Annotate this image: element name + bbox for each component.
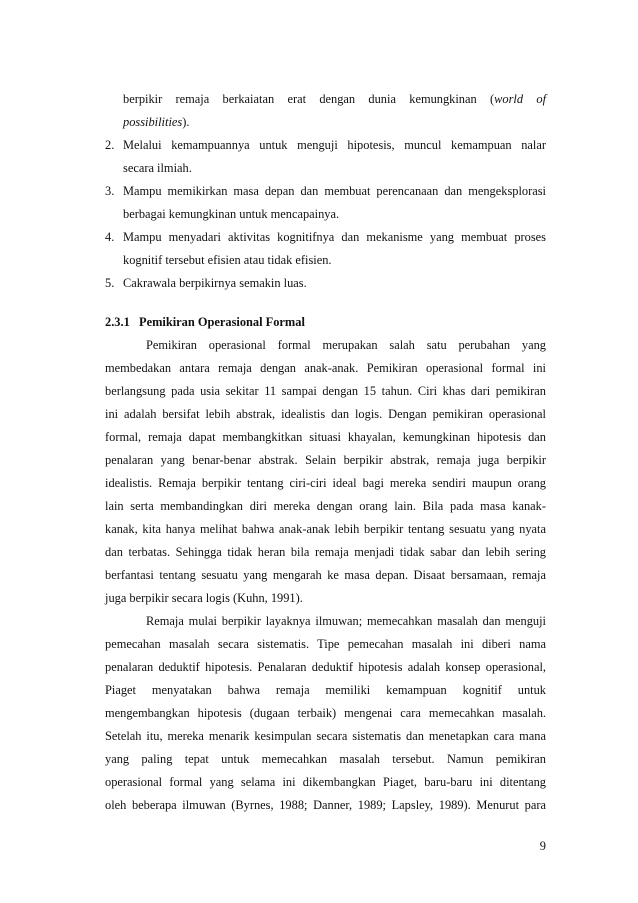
paragraph-1-line: membedakan antara remaja dengan anak-anak. Pemikiran operasional formal ini	[105, 361, 546, 375]
paragraph-1-line: penalaran yang benar-benar abstrak. Selain berpikir abstrak, remaja juga berpikir	[105, 453, 546, 467]
paragraph-1-line: idealistis. Remaja berpikir tentang ciri-ciri ideal bagi mereka sendiri maupun orang	[105, 476, 546, 490]
paragraph-1-line: berlangsung pada usia sekitar 11 sampai dengan 15 tahun. Ciri khas dari pemikiran	[105, 384, 546, 398]
paragraph-2-line: Setelah itu, mereka menarik kesimpulan secara sistematis dan menetapkan cara mana	[105, 729, 546, 743]
list-number: 3.	[105, 184, 115, 198]
list-number: 5.	[105, 276, 115, 290]
list-number: 2.	[105, 138, 115, 152]
list-number: 4.	[105, 230, 115, 244]
paragraph-1-line: dan terbatas. Sehingga tidak heran bila remaja menjadi tidak sabar dan lebih sering	[105, 545, 546, 559]
list-item-1-line-1: berpikir remaja berkaiatan erat dengan dunia kemungkinan (world of	[123, 92, 547, 106]
list-item-1-line-2: possibilities).	[123, 115, 190, 129]
section-number: 2.3.1	[105, 315, 130, 329]
paragraph-1-line: ini adalah bersifat lebih abstrak, idealistis dan logis. Dengan pemikiran operasional	[105, 407, 546, 421]
paragraph-1-line: lain serta membandingkan diri mereka dengan orang lain. Bila pada masa kanak-	[105, 499, 546, 513]
paragraph-2-line: Remaja mulai berpikir layaknya ilmuwan; memecahkan masalah dan menguji	[146, 614, 546, 628]
list-item-line: Mampu menyadari aktivitas kognitifnya dan mekanisme yang membuat proses	[123, 230, 546, 244]
paragraph-2-line: yang paling tepat untuk memecahkan masalah tersebut. Namun pemikiran	[105, 752, 546, 766]
page-number: 9	[539, 839, 546, 853]
paragraph-2-line: pemecahan masalah secara sistematis. Tipe pemecahan masalah ini diberi nama	[105, 637, 546, 651]
list-item-line: kognitif tersebut efisien atau tidak efisien.	[123, 253, 332, 267]
paragraph-1-line: Pemikiran operasional formal merupakan salah satu perubahan yang	[146, 338, 546, 352]
section-title: Pemikiran Operasional Formal	[139, 315, 305, 329]
paragraph-1-line: juga berpikir secara logis (Kuhn, 1991).	[105, 591, 303, 605]
list-item-line: secara ilmiah.	[123, 161, 192, 175]
paragraph-1-line: formal, remaja dapat membangkitkan situasi khayalan, kemungkinan hipotesis dan	[105, 430, 546, 444]
list-item-line: Melalui kemampuannya untuk menguji hipotesis, muncul kemampuan nalar	[123, 138, 546, 152]
paragraph-1-line: kanak, kita hanya melihat bahwa anak-anak lebih berpikir tentang sesuatu yang nyata	[105, 522, 546, 536]
paragraph-2-line: Piaget menyatakan bahwa remaja memiliki kemampuan kognitif untuk	[105, 683, 546, 697]
paragraph-2-line: mengembangkan hipotesis (dugaan terbaik) mengenai cara memecahkan masalah.	[105, 706, 546, 720]
list-item-line: Mampu memikirkan masa depan dan membuat perencanaan dan mengeksplorasi	[123, 184, 546, 198]
paragraph-2-line: penalaran deduktif hipotesis. Penalaran deduktif hipotesis adalah konsep operasional,	[105, 660, 546, 674]
paragraph-1-line: berfantasi tentang sesuatu yang mengarah ke masa depan. Disaat bersamaan, remaja	[105, 568, 546, 582]
list-item-line: berbagai kemungkinan untuk mencapainya.	[123, 207, 340, 221]
paragraph-2-line: oleh beberapa ilmuwan (Byrnes, 1988; Danner, 1989; Lapsley, 1989). Menurut para	[105, 798, 546, 812]
paragraph-2-line: operasional formal yang selama ini dikembangkan Piaget, baru-baru ini ditentang	[105, 775, 546, 789]
list-item-line: Cakrawala berpikirnya semakin luas.	[123, 276, 307, 290]
